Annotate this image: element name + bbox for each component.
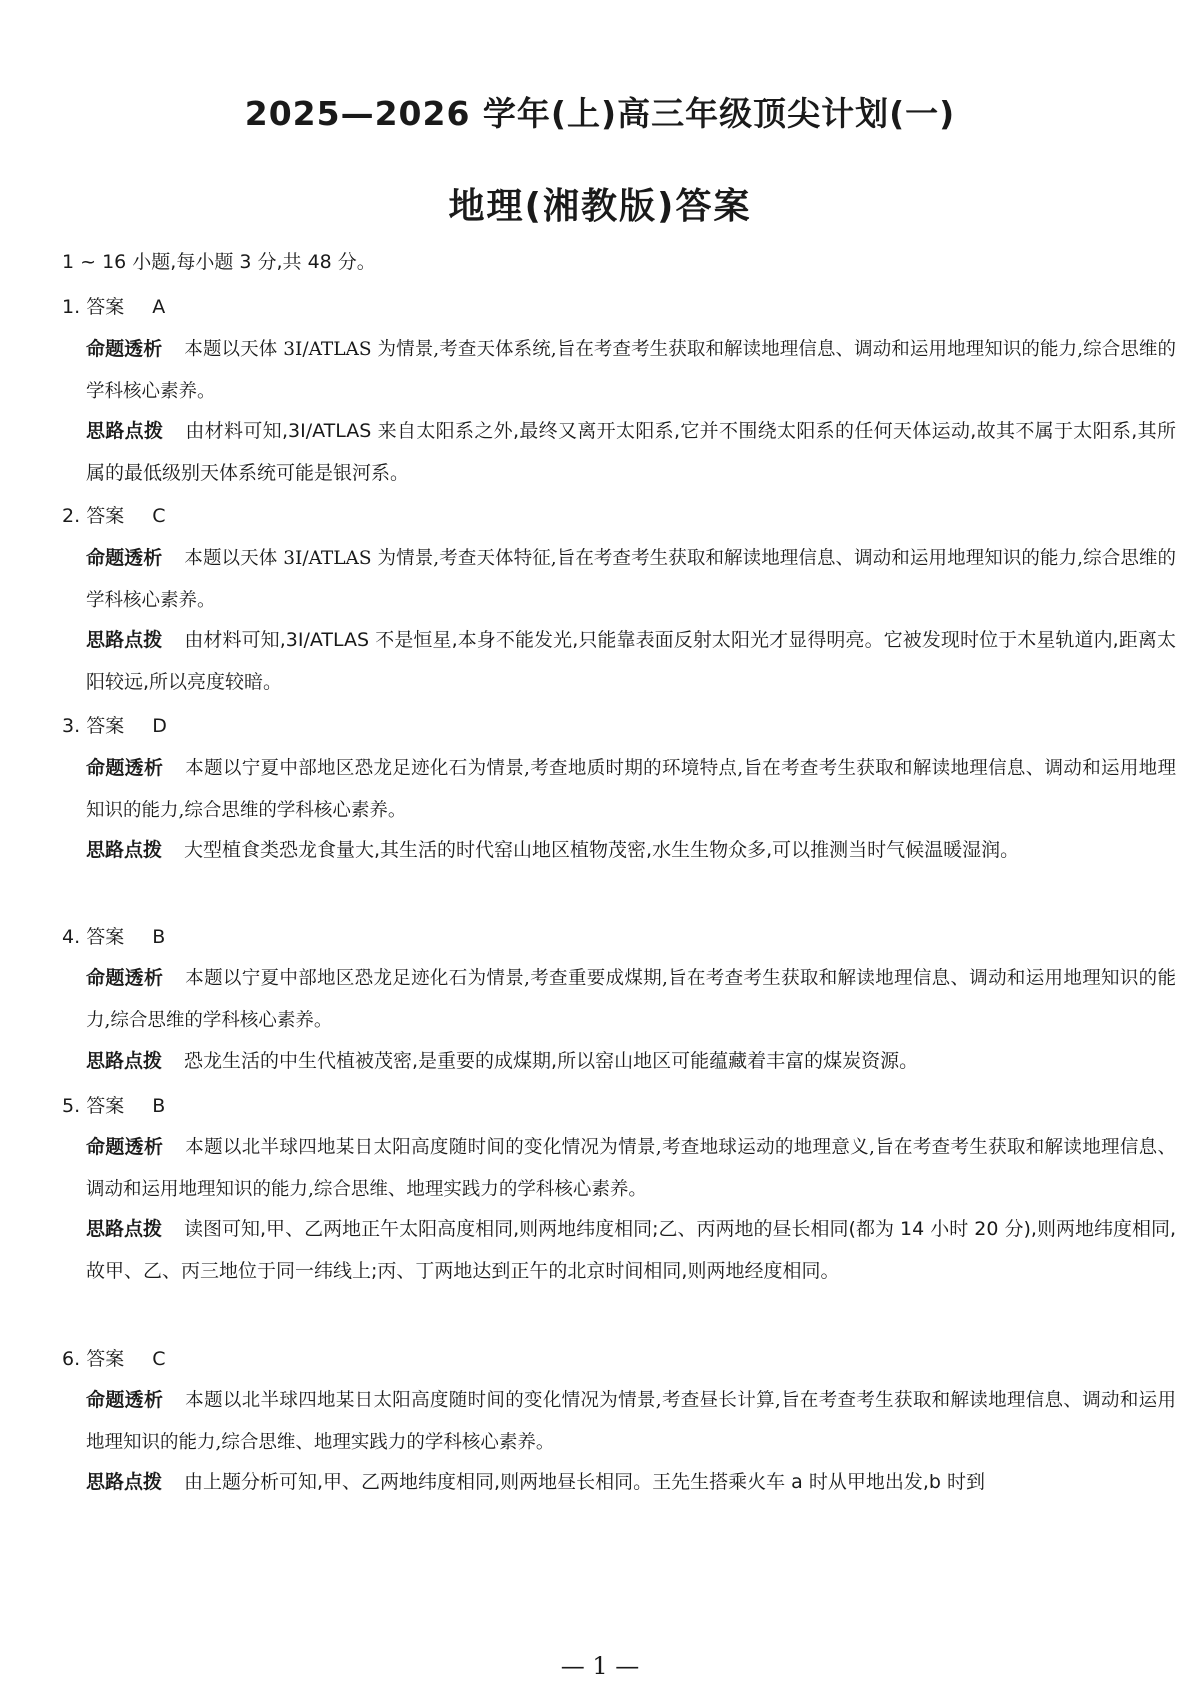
answer-label: 答案 bbox=[86, 505, 125, 527]
answer-label: 答案 bbox=[86, 715, 125, 737]
question-5-analysis bbox=[86, 1126, 1176, 1211]
analysis-label: 命题透析 bbox=[86, 757, 164, 779]
answer-value: C bbox=[152, 505, 166, 527]
question-1-hint bbox=[86, 410, 1176, 494]
question-6-analysis bbox=[86, 1379, 1176, 1464]
question-1-analysis bbox=[86, 328, 1176, 413]
answer-value: B bbox=[152, 926, 166, 948]
hint-label: 思路点拨 bbox=[86, 629, 163, 651]
analysis-text: 本题以天体 3I/ATLAS 为情景,考查天体系统,旨在考查考生获取和解读地理信息、调动和运用地理知识的能力,综合思维的学科核心素养。 bbox=[86, 339, 1176, 402]
answer-value: D bbox=[152, 715, 167, 737]
question-number: 4. bbox=[62, 926, 81, 948]
answer-label: 答案 bbox=[86, 1348, 125, 1370]
analysis-text: 本题以宁夏中部地区恐龙足迹化石为情景,考查地质时期的环境特点,旨在考查考生获取和解读地理信息、调动和运用地理知识的能力,综合思维的学科核心素养。 bbox=[86, 758, 1176, 821]
hint-text: 恐龙生活的中生代植被茂密,是重要的成煤期,所以窑山地区可能蕴藏着丰富的煤炭资源。 bbox=[184, 1050, 919, 1072]
question-3-hint bbox=[86, 829, 1176, 871]
answer-label: 答案 bbox=[86, 296, 125, 318]
analysis-label: 命题透析 bbox=[86, 338, 163, 360]
hint-text: 由材料可知,3I/ATLAS 来自太阳系之外,最终又离开太阳系,它并不围绕太阳系的任何天体运动,故其不属于太阳系,其所属的最低级别天体系统可能是银河系。 bbox=[86, 420, 1176, 484]
question-6-hint bbox=[86, 1461, 1176, 1503]
hint-label: 思路点拨 bbox=[86, 839, 163, 861]
analysis-label: 命题透析 bbox=[86, 967, 164, 989]
question-6-header bbox=[62, 1344, 166, 1371]
analysis-text: 本题以宁夏中部地区恐龙足迹化石为情景,考查重要成煤期,旨在考查考生获取和解读地理信息、调动和运用地理知识的能力,综合思维的学科核心素养。 bbox=[86, 968, 1176, 1031]
analysis-text: 本题以北半球四地某日太阳高度随时间的变化情况为情景,考查昼长计算,旨在考查考生获取和解读地理信息、调动和运用地理知识的能力,综合思维、地理实践力的学科核心素养。 bbox=[86, 1390, 1176, 1453]
analysis-text: 本题以天体 3I/ATLAS 为情景,考查天体特征,旨在考查考生获取和解读地理信息、调动和运用地理知识的能力,综合思维的学科核心素养。 bbox=[86, 548, 1176, 611]
question-2-header bbox=[62, 501, 166, 528]
question-2-hint bbox=[86, 619, 1176, 703]
answer-value: C bbox=[152, 1348, 166, 1370]
question-number: 3. bbox=[62, 715, 81, 737]
question-3-analysis bbox=[86, 747, 1176, 832]
analysis-text: 本题以北半球四地某日太阳高度随时间的变化情况为情景,考查地球运动的地理意义,旨在考查考生获取和解读地理信息、调动和运用地理知识的能力,综合思维、地理实践力的学科核心素养。 bbox=[86, 1137, 1176, 1200]
answer-value: B bbox=[152, 1095, 166, 1117]
hint-text: 大型植食类恐龙食量大,其生活的时代窑山地区植物茂密,水生生物众多,可以推测当时气候温暖湿润。 bbox=[184, 839, 1020, 861]
question-1-header bbox=[62, 292, 165, 319]
question-3-header bbox=[62, 711, 167, 738]
question-5-hint bbox=[86, 1208, 1176, 1292]
question-number: 1. bbox=[62, 296, 81, 318]
question-4-header bbox=[62, 922, 165, 949]
hint-label: 思路点拨 bbox=[86, 1471, 163, 1493]
page-number: — 1 — bbox=[560, 1652, 640, 1680]
analysis-label: 命题透析 bbox=[86, 547, 163, 569]
question-5-header bbox=[62, 1091, 165, 1118]
answer-label: 答案 bbox=[86, 1095, 125, 1117]
document-title: 2025—2026 学年(上)高三年级顶尖计划(一) bbox=[244, 94, 956, 133]
hint-label: 思路点拨 bbox=[86, 1050, 163, 1072]
hint-label: 思路点拨 bbox=[86, 1218, 163, 1240]
question-number: 5. bbox=[62, 1095, 81, 1117]
answer-label: 答案 bbox=[86, 926, 125, 948]
question-2-analysis bbox=[86, 537, 1176, 622]
hint-label: 思路点拨 bbox=[86, 420, 164, 442]
hint-text: 读图可知,甲、乙两地正午太阳高度相同,则两地纬度相同;乙、丙两地的昼长相同(都为 14 小时 20 分),则两地纬度相同,故甲、乙、丙三地位于同一纬线上;丙、丁两地达到正午的北京时间相同,则两地经度相同。 bbox=[86, 1218, 1176, 1282]
hint-text: 由上题分析可知,甲、乙两地纬度相同,则两地昼长相同。王先生搭乘火车 a 时从甲地出发,b 时到 bbox=[184, 1471, 985, 1493]
answer-value: A bbox=[152, 296, 166, 318]
question-4-hint bbox=[86, 1040, 1176, 1082]
question-number: 2. bbox=[62, 505, 81, 527]
question-4-analysis bbox=[86, 957, 1176, 1042]
hint-text: 由材料可知,3I/ATLAS 不是恒星,本身不能发光,只能靠表面反射太阳光才显得明亮。它被发现时位于木星轨道内,距离太阳较远,所以亮度较暗。 bbox=[86, 629, 1176, 693]
question-number: 6. bbox=[62, 1348, 81, 1370]
document-subtitle: 地理(湘教版)答案 bbox=[448, 186, 752, 227]
scoring-intro: 1 ~ 16 小题,每小题 3 分,共 48 分。 bbox=[62, 251, 376, 273]
analysis-label: 命题透析 bbox=[86, 1136, 164, 1158]
analysis-label: 命题透析 bbox=[86, 1389, 164, 1411]
